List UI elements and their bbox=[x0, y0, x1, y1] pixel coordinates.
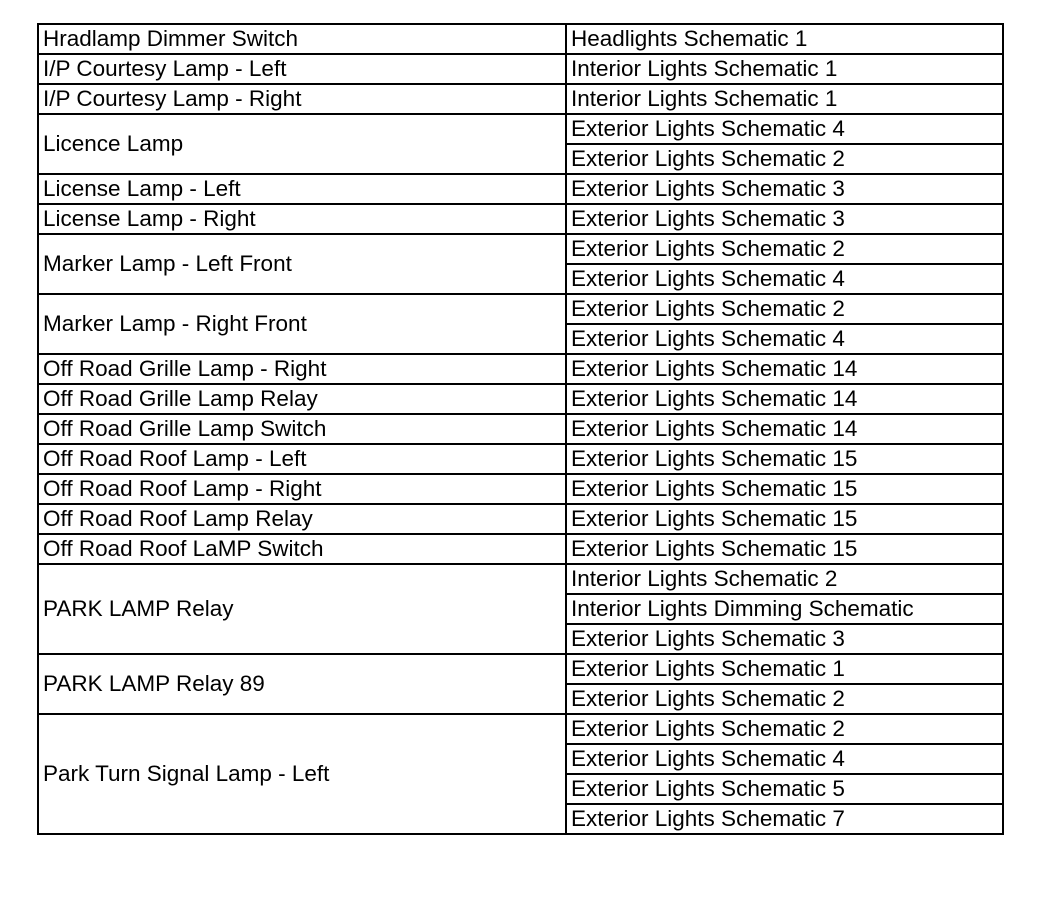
component-name-cell: Hradlamp Dimmer Switch bbox=[38, 24, 566, 54]
component-name-cell: Off Road Grille Lamp Switch bbox=[38, 414, 566, 444]
schematic-reference-cell: Exterior Lights Schematic 2 bbox=[566, 684, 1003, 714]
schematic-reference-cell: Exterior Lights Schematic 1 bbox=[566, 654, 1003, 684]
schematic-reference-cell: Exterior Lights Schematic 4 bbox=[566, 744, 1003, 774]
table-row bbox=[38, 654, 1003, 684]
component-name-cell: Off Road Roof Lamp Relay bbox=[38, 504, 566, 534]
schematic-reference-cell: Exterior Lights Schematic 15 bbox=[566, 504, 1003, 534]
table-row bbox=[38, 354, 1003, 384]
schematic-reference-cell: Exterior Lights Schematic 4 bbox=[566, 324, 1003, 354]
schematic-reference-cell: Interior Lights Schematic 2 bbox=[566, 564, 1003, 594]
schematic-reference-cell: Exterior Lights Schematic 5 bbox=[566, 774, 1003, 804]
schematic-reference-cell: Exterior Lights Schematic 15 bbox=[566, 444, 1003, 474]
schematic-reference-cell: Exterior Lights Schematic 4 bbox=[566, 114, 1003, 144]
component-name-cell: Park Turn Signal Lamp - Left bbox=[38, 714, 566, 834]
component-name-cell: Off Road Roof LaMP Switch bbox=[38, 534, 566, 564]
schematic-reference-cell: Exterior Lights Schematic 7 bbox=[566, 804, 1003, 834]
component-name-cell: PARK LAMP Relay bbox=[38, 564, 566, 654]
table-row bbox=[38, 444, 1003, 474]
schematic-reference-cell: Interior Lights Schematic 1 bbox=[566, 54, 1003, 84]
schematic-reference-cell: Exterior Lights Schematic 3 bbox=[566, 204, 1003, 234]
schematic-reference-cell: Exterior Lights Schematic 15 bbox=[566, 534, 1003, 564]
schematic-reference-cell: Exterior Lights Schematic 4 bbox=[566, 264, 1003, 294]
table-row bbox=[38, 114, 1003, 144]
schematic-reference-cell: Exterior Lights Schematic 15 bbox=[566, 474, 1003, 504]
component-name-cell: Licence Lamp bbox=[38, 114, 566, 174]
table-row bbox=[38, 414, 1003, 444]
schematic-reference-cell: Exterior Lights Schematic 14 bbox=[566, 384, 1003, 414]
schematic-reference-cell: Headlights Schematic 1 bbox=[566, 24, 1003, 54]
table-row bbox=[38, 294, 1003, 324]
component-name-cell: PARK LAMP Relay 89 bbox=[38, 654, 566, 714]
component-name-cell: Marker Lamp - Right Front bbox=[38, 294, 566, 354]
schematic-reference-cell: Exterior Lights Schematic 2 bbox=[566, 714, 1003, 744]
table-row bbox=[38, 474, 1003, 504]
schematic-reference-cell: Exterior Lights Schematic 3 bbox=[566, 624, 1003, 654]
component-name-cell: I/P Courtesy Lamp - Left bbox=[38, 54, 566, 84]
table-row bbox=[38, 84, 1003, 114]
schematic-reference-cell: Exterior Lights Schematic 2 bbox=[566, 144, 1003, 174]
table-row bbox=[38, 234, 1003, 264]
component-name-cell: License Lamp - Right bbox=[38, 204, 566, 234]
component-name-cell: Off Road Roof Lamp - Right bbox=[38, 474, 566, 504]
table-row bbox=[38, 504, 1003, 534]
table-row bbox=[38, 204, 1003, 234]
component-name-cell: Off Road Roof Lamp - Left bbox=[38, 444, 566, 474]
component-name-cell: I/P Courtesy Lamp - Right bbox=[38, 84, 566, 114]
table-row bbox=[38, 564, 1003, 594]
component-name-cell: Marker Lamp - Left Front bbox=[38, 234, 566, 294]
schematic-reference-cell: Exterior Lights Schematic 14 bbox=[566, 414, 1003, 444]
component-name-cell: License Lamp - Left bbox=[38, 174, 566, 204]
schematic-reference-cell: Exterior Lights Schematic 3 bbox=[566, 174, 1003, 204]
component-name-cell: Off Road Grille Lamp Relay bbox=[38, 384, 566, 414]
table-body bbox=[38, 24, 1003, 834]
table-row bbox=[38, 174, 1003, 204]
schematic-reference-cell: Exterior Lights Schematic 2 bbox=[566, 234, 1003, 264]
schematic-reference-cell: Interior Lights Dimming Schematic bbox=[566, 594, 1003, 624]
component-name-cell: Off Road Grille Lamp - Right bbox=[38, 354, 566, 384]
table-row bbox=[38, 384, 1003, 414]
schematic-reference-cell: Exterior Lights Schematic 14 bbox=[566, 354, 1003, 384]
schematic-reference-cell: Interior Lights Schematic 1 bbox=[566, 84, 1003, 114]
table-row bbox=[38, 24, 1003, 54]
component-index-table bbox=[37, 23, 1004, 835]
table-row bbox=[38, 54, 1003, 84]
table-row bbox=[38, 534, 1003, 564]
schematic-reference-cell: Exterior Lights Schematic 2 bbox=[566, 294, 1003, 324]
table-row bbox=[38, 714, 1003, 744]
